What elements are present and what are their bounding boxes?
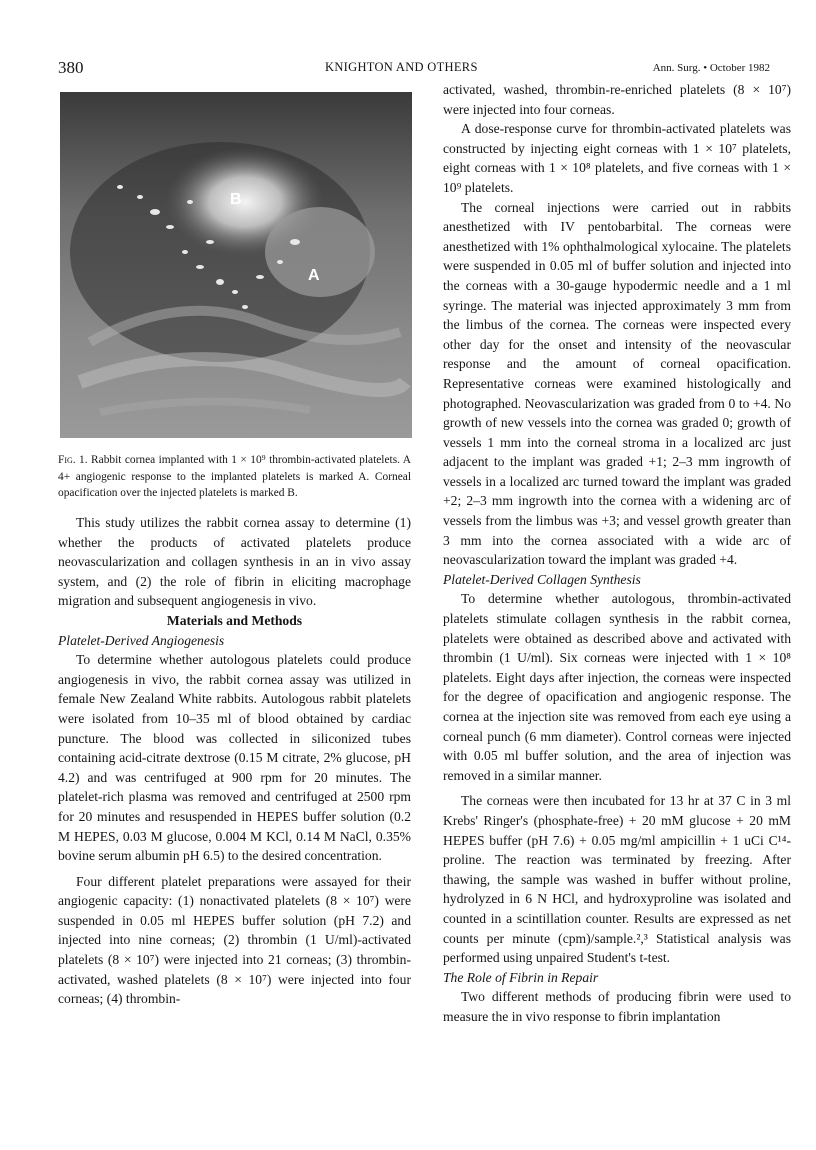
figure-caption-text: Rabbit cornea implanted with 1 × 10⁹ thrombin-activated platelets. A 4+ angiogenic response to the implanted platelets is marked A. Corneal opacification over the injected platelets is marked B. [58,454,412,499]
page-number: 380 [58,58,84,77]
intro-paragraph: This study utilizes the rabbit cornea assay to determine (1) whether the products of activated platelets produce neovascularization and collagen synthesis in an in vivo assay system, and (2) the role of fibrin in eliciting macrophage migration and subsequent angiogenesis in vivo. [58,515,411,609]
body-paragraph: Two different methods of producing fibrin were used to measure the in vivo response to fibrin implantation [443,989,791,1024]
subsection-heading: Platelet-Derived Angiogenesis [58,632,225,648]
running-title: KNIGHTON AND OTHERS [325,60,478,74]
cornea-photograph [60,92,412,438]
right-column [443,80,791,1027]
body-paragraph: Four different platelet preparations were assayed for their angiogenic capacity: (1) nonactivated platelets (8 × 10⁷) were suspended in 0.05 ml HEPES buffer solution (pH 7.2) and injected into nine corneas; (2) thrombin (1 U/ml)-activated platelets (8 × 10⁷) were injected into 21 corneas; (3) thrombin-activated, washed platelets (8 × 10⁷) were injected into four corneas; (4) thrombin- [58,873,411,1007]
body-paragraph: To determine whether autologous, thrombin-activated platelets stimulate collagen synthesis in the rabbit cornea, platelets were obtained as described above and activated with thrombin (1 U/ml). Six corneas were injected with 1 × 10⁸ platelets. Eight days after injection, the corneas were inspected for the degree of opacification and angiogenic response. The cornea at the injection site was removed from each eye using a corneal punch (6 mm diameter). Control corneas were injected with 0.05 ml buffer solution, and the area of injection was removed in a similar manner. [443,591,791,783]
figure-label-b: B [230,191,242,208]
figure-caption [58,452,411,502]
figure-caption-label: Fig. 1. [58,454,88,466]
body-paragraph: The corneas were then incubated for 13 hr at 37 C in 3 ml Krebs' Ringer's (phosphate-free) + 20 mM glucose + 20 mM HEPES buffer (pH 7.6) + 0.05 mg/ml ampicillin + 1 uCi C¹⁴-proline. The reaction was terminated by freezing. After thawing, the sample was washed in buffer without proline, hydrolyzed in 6 N HCl, and hydroxyproline was isolated and counted in a scintillation counter. Results are expressed as net counts per minute (cpm)/sample.²,³ Statistical analysis was performed using unpaired Student's t-test. [443,793,791,966]
body-paragraph: To determine whether autologous platelets could produce angiogenesis in vivo, the rabbit cornea assay was utilized in female New Zealand White rabbits. Autologous rabbit platelets were isolated from 10–35 ml of blood obtained by cardiac puncture. The blood was collected in siliconized tubes containing acid-citrate dextrose (0.15 M citrate, 2% glucose, pH 4.2) and was centrifuged at 900 rpm for 20 minutes. The platelet-rich plasma was removed and centrifuged at 2500 rpm for 20 minutes and resuspended in HEPES buffer solution (0.2 M HEPES, 0.03 M glucose, 0.004 M KCl, 0.14 M NaCl, 0.35% bovine serum albumin pH 6.5) to the desired concentration. [58,652,411,864]
body-paragraph: activated, washed, thrombin-re-enriched platelets (8 × 10⁷) were injected into four corneas. [443,82,791,117]
body-paragraph: A dose-response curve for thrombin-activated platelets was constructed by injecting eight corneas with 1 × 10⁷ platelets, eight corneas with 1 × 10⁸ platelets, and five corneas with 1 × 10⁹ platelets. [443,121,791,195]
figure-label-a: A [308,267,320,284]
subsection-heading: Platelet-Derived Collagen Synthesis [443,571,641,587]
section-heading: Materials and Methods [166,612,303,628]
left-column [58,513,411,1009]
body-paragraph: The corneal injections were carried out in rabbits anesthetized with IV pentobarbital. The corneas were anesthetized with 1% ophthalmological xylocaine. The platelets were suspended in 0.05 ml of buffer solution and injected into the corneas with a 30-gauge hypodermic needle and a 1 ml syringe. The material was injected approximately 3 mm from the limbus of the cornea. The corneas were inspected every other day for the onset and intensity of the neovascular response and the amount of corneal opacification. Representative corneas were examined histologically and photographed. Neovascularization was graded from 0 to +4. No growth of new vessels into the cornea was graded 0; growth of vessels 1 mm into the corneal stroma in a localized arc just adjacent to the implant was graded +1; 2–3 mm ingrowth of vessels in a localized arc turned toward the implant was graded +2; 2–3 mm ingrowth into the cornea with a widening arc of vessels from the limbus was +3; and vessel growth greater than 3 mm into the cornea associated with a wide arc of neovascularization toward the implant was graded +4. [443,199,791,568]
subsection-heading: The Role of Fibrin in Repair [443,969,599,985]
journal-citation: Ann. Surg. • October 1982 [652,62,770,74]
